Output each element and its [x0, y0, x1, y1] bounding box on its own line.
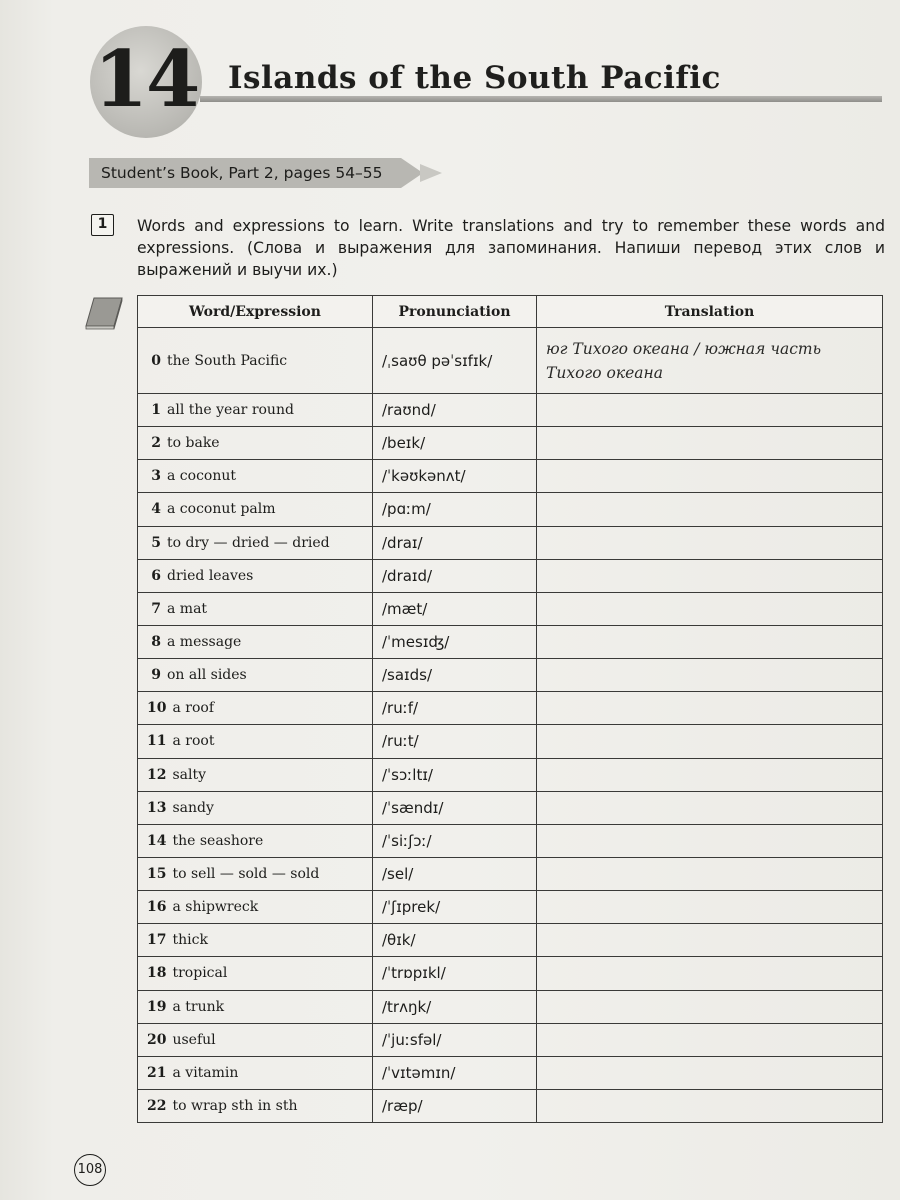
item-number: 20 [147, 1031, 167, 1048]
word-text: a roof [172, 700, 215, 717]
translation-cell[interactable] [537, 659, 883, 692]
translation-cell[interactable] [537, 625, 883, 658]
column-header-word: Word/Expression [138, 296, 373, 328]
pronunciation-cell: /ˈkəʊkənʌt/ [373, 460, 537, 493]
translation-cell[interactable] [537, 559, 883, 592]
pronunciation-cell: /mæt/ [373, 592, 537, 625]
word-text: a trunk [172, 998, 225, 1015]
pronunciation-cell: /ˈʃɪprek/ [373, 891, 537, 924]
pronunciation-cell: /draɪd/ [373, 559, 537, 592]
item-number: 21 [147, 1064, 167, 1081]
item-number: 17 [147, 932, 167, 949]
word-text: useful [172, 1031, 216, 1048]
translation-cell[interactable] [537, 692, 883, 725]
word-cell [138, 924, 373, 957]
word-cell [138, 891, 373, 924]
item-number: 9 [151, 667, 161, 684]
translation-cell[interactable] [537, 924, 883, 957]
item-number: 14 [147, 832, 167, 849]
table-row [138, 891, 883, 924]
handwritten-translation: юг Тихого океана / южная часть Тихого океана [546, 339, 822, 382]
column-header-pronunciation: Pronunciation [373, 296, 537, 328]
pronunciation-cell: /ˈvɪtəmɪn/ [373, 1056, 537, 1089]
table-row [138, 1023, 883, 1056]
word-text: to wrap sth in sth [172, 1098, 298, 1115]
item-number: 6 [151, 567, 161, 584]
item-number: 1 [151, 402, 161, 419]
table-row [138, 990, 883, 1023]
word-cell [138, 493, 373, 526]
word-text: dried leaves [167, 567, 254, 584]
word-text: a shipwreck [172, 899, 259, 916]
word-cell [138, 592, 373, 625]
table-row [138, 758, 883, 791]
item-number: 5 [151, 534, 161, 551]
pronunciation-cell: /ˈsɔːltɪ/ [373, 758, 537, 791]
word-text: a mat [167, 600, 208, 617]
item-number: 7 [151, 600, 161, 617]
table-row [138, 559, 883, 592]
item-number: 3 [151, 468, 161, 485]
students-book-reference: Student’s Book, Part 2, pages 54–55 [89, 158, 401, 188]
translation-cell[interactable] [537, 1023, 883, 1056]
table-row [138, 625, 883, 658]
pronunciation-cell: /ˈsiːʃɔː/ [373, 824, 537, 857]
translation-cell[interactable] [537, 526, 883, 559]
exercise-number: 1 [91, 214, 114, 236]
pronunciation-cell: /ræp/ [373, 1089, 537, 1122]
word-text: salty [172, 766, 207, 783]
word-text: a coconut [167, 468, 236, 485]
word-cell [138, 427, 373, 460]
pronunciation-cell: /beɪk/ [373, 427, 537, 460]
table-row [138, 924, 883, 957]
word-cell [138, 758, 373, 791]
word-text: a vitamin [172, 1064, 239, 1081]
word-text: on all sides [167, 667, 247, 684]
translation-cell[interactable] [537, 891, 883, 924]
translation-cell[interactable] [537, 758, 883, 791]
table-row [138, 460, 883, 493]
translation-cell[interactable] [537, 1089, 883, 1122]
page-number: 108 [74, 1154, 106, 1186]
word-cell [138, 692, 373, 725]
word-text: to dry — dried — dried [167, 534, 330, 551]
translation-cell[interactable] [537, 592, 883, 625]
item-number: 13 [147, 799, 167, 816]
word-text: a message [167, 634, 242, 651]
pronunciation-cell: /ruːf/ [373, 692, 537, 725]
item-number: 19 [147, 998, 167, 1015]
word-cell [138, 659, 373, 692]
item-number: 2 [151, 435, 161, 452]
translation-cell[interactable] [537, 394, 883, 427]
table-row [138, 692, 883, 725]
word-text: to bake [167, 435, 220, 452]
item-number: 15 [147, 866, 167, 883]
word-text: tropical [172, 965, 228, 982]
translation-cell[interactable] [537, 957, 883, 990]
pronunciation-cell: /ˈsændɪ/ [373, 791, 537, 824]
table-row [138, 592, 883, 625]
pronunciation-cell: /ˈmesɪʤ/ [373, 625, 537, 658]
reference-arrow-shadow-icon [420, 164, 442, 182]
table-row [138, 328, 883, 394]
table-row [138, 493, 883, 526]
table-row [138, 1089, 883, 1122]
translation-cell[interactable] [537, 427, 883, 460]
word-text: the seashore [172, 832, 264, 849]
pronunciation-cell: /pɑːm/ [373, 493, 537, 526]
pronunciation-cell: /ruːt/ [373, 725, 537, 758]
pronunciation-cell: /saɪds/ [373, 659, 537, 692]
translation-cell[interactable] [537, 791, 883, 824]
table-row [138, 659, 883, 692]
translation-cell[interactable] [537, 460, 883, 493]
word-cell [138, 1023, 373, 1056]
translation-cell[interactable] [537, 824, 883, 857]
pronunciation-cell: /draɪ/ [373, 526, 537, 559]
unit-number: 14 [93, 34, 199, 125]
book-icon [84, 296, 124, 330]
word-cell [138, 328, 373, 394]
word-cell [138, 990, 373, 1023]
page-title: Islands of the South Pacific [228, 60, 721, 96]
word-text: a coconut palm [167, 501, 276, 518]
word-cell [138, 559, 373, 592]
item-number: 18 [147, 965, 167, 982]
word-cell [138, 791, 373, 824]
item-number: 4 [151, 501, 161, 518]
word-text: to sell — sold — sold [172, 866, 320, 883]
word-cell [138, 824, 373, 857]
pronunciation-cell: /sel/ [373, 857, 537, 890]
translation-cell[interactable] [537, 725, 883, 758]
translation-cell[interactable] [537, 328, 883, 394]
word-cell [138, 460, 373, 493]
word-cell [138, 1056, 373, 1089]
pronunciation-cell: /ˈtrɒpɪkl/ [373, 957, 537, 990]
word-text: all the year round [167, 402, 294, 419]
translation-cell[interactable] [537, 990, 883, 1023]
table-row [138, 824, 883, 857]
table-row [138, 725, 883, 758]
exercise-instruction: Words and expressions to learn. Write translations and try to remember these words and expressions. (Слова и выражения для запоминания. Напиши перевод этих слов и выражений и выучи их.) [137, 217, 885, 279]
word-cell [138, 625, 373, 658]
table-row [138, 791, 883, 824]
pronunciation-cell: /ˌsaʊθ pəˈsɪfɪk/ [373, 328, 537, 394]
title-underline [200, 96, 882, 102]
table-row [138, 394, 883, 427]
word-cell [138, 1089, 373, 1122]
item-number: 0 [151, 352, 161, 369]
word-text: the South Pacific [167, 352, 288, 369]
word-cell [138, 957, 373, 990]
vocabulary-table [137, 295, 883, 1123]
item-number: 8 [151, 634, 161, 651]
table-header-row [138, 296, 883, 328]
table-row [138, 857, 883, 890]
table-row [138, 526, 883, 559]
item-number: 12 [147, 766, 167, 783]
word-cell [138, 857, 373, 890]
translation-cell[interactable] [537, 857, 883, 890]
translation-cell[interactable] [537, 1056, 883, 1089]
word-cell [138, 394, 373, 427]
pronunciation-cell: /θɪk/ [373, 924, 537, 957]
item-number: 22 [147, 1098, 167, 1115]
word-text: sandy [172, 799, 214, 816]
word-text: a root [172, 733, 215, 750]
pronunciation-cell: /ˈjuːsfəl/ [373, 1023, 537, 1056]
word-cell [138, 725, 373, 758]
item-number: 16 [147, 899, 167, 916]
word-cell [138, 526, 373, 559]
item-number: 11 [147, 733, 167, 750]
table-row [138, 1056, 883, 1089]
item-number: 10 [147, 700, 167, 717]
pronunciation-cell: /trʌŋk/ [373, 990, 537, 1023]
pronunciation-cell: /raʊnd/ [373, 394, 537, 427]
table-row [138, 427, 883, 460]
word-text: thick [172, 932, 208, 949]
translation-cell[interactable] [537, 493, 883, 526]
table-row [138, 957, 883, 990]
column-header-translation: Translation [537, 296, 883, 328]
